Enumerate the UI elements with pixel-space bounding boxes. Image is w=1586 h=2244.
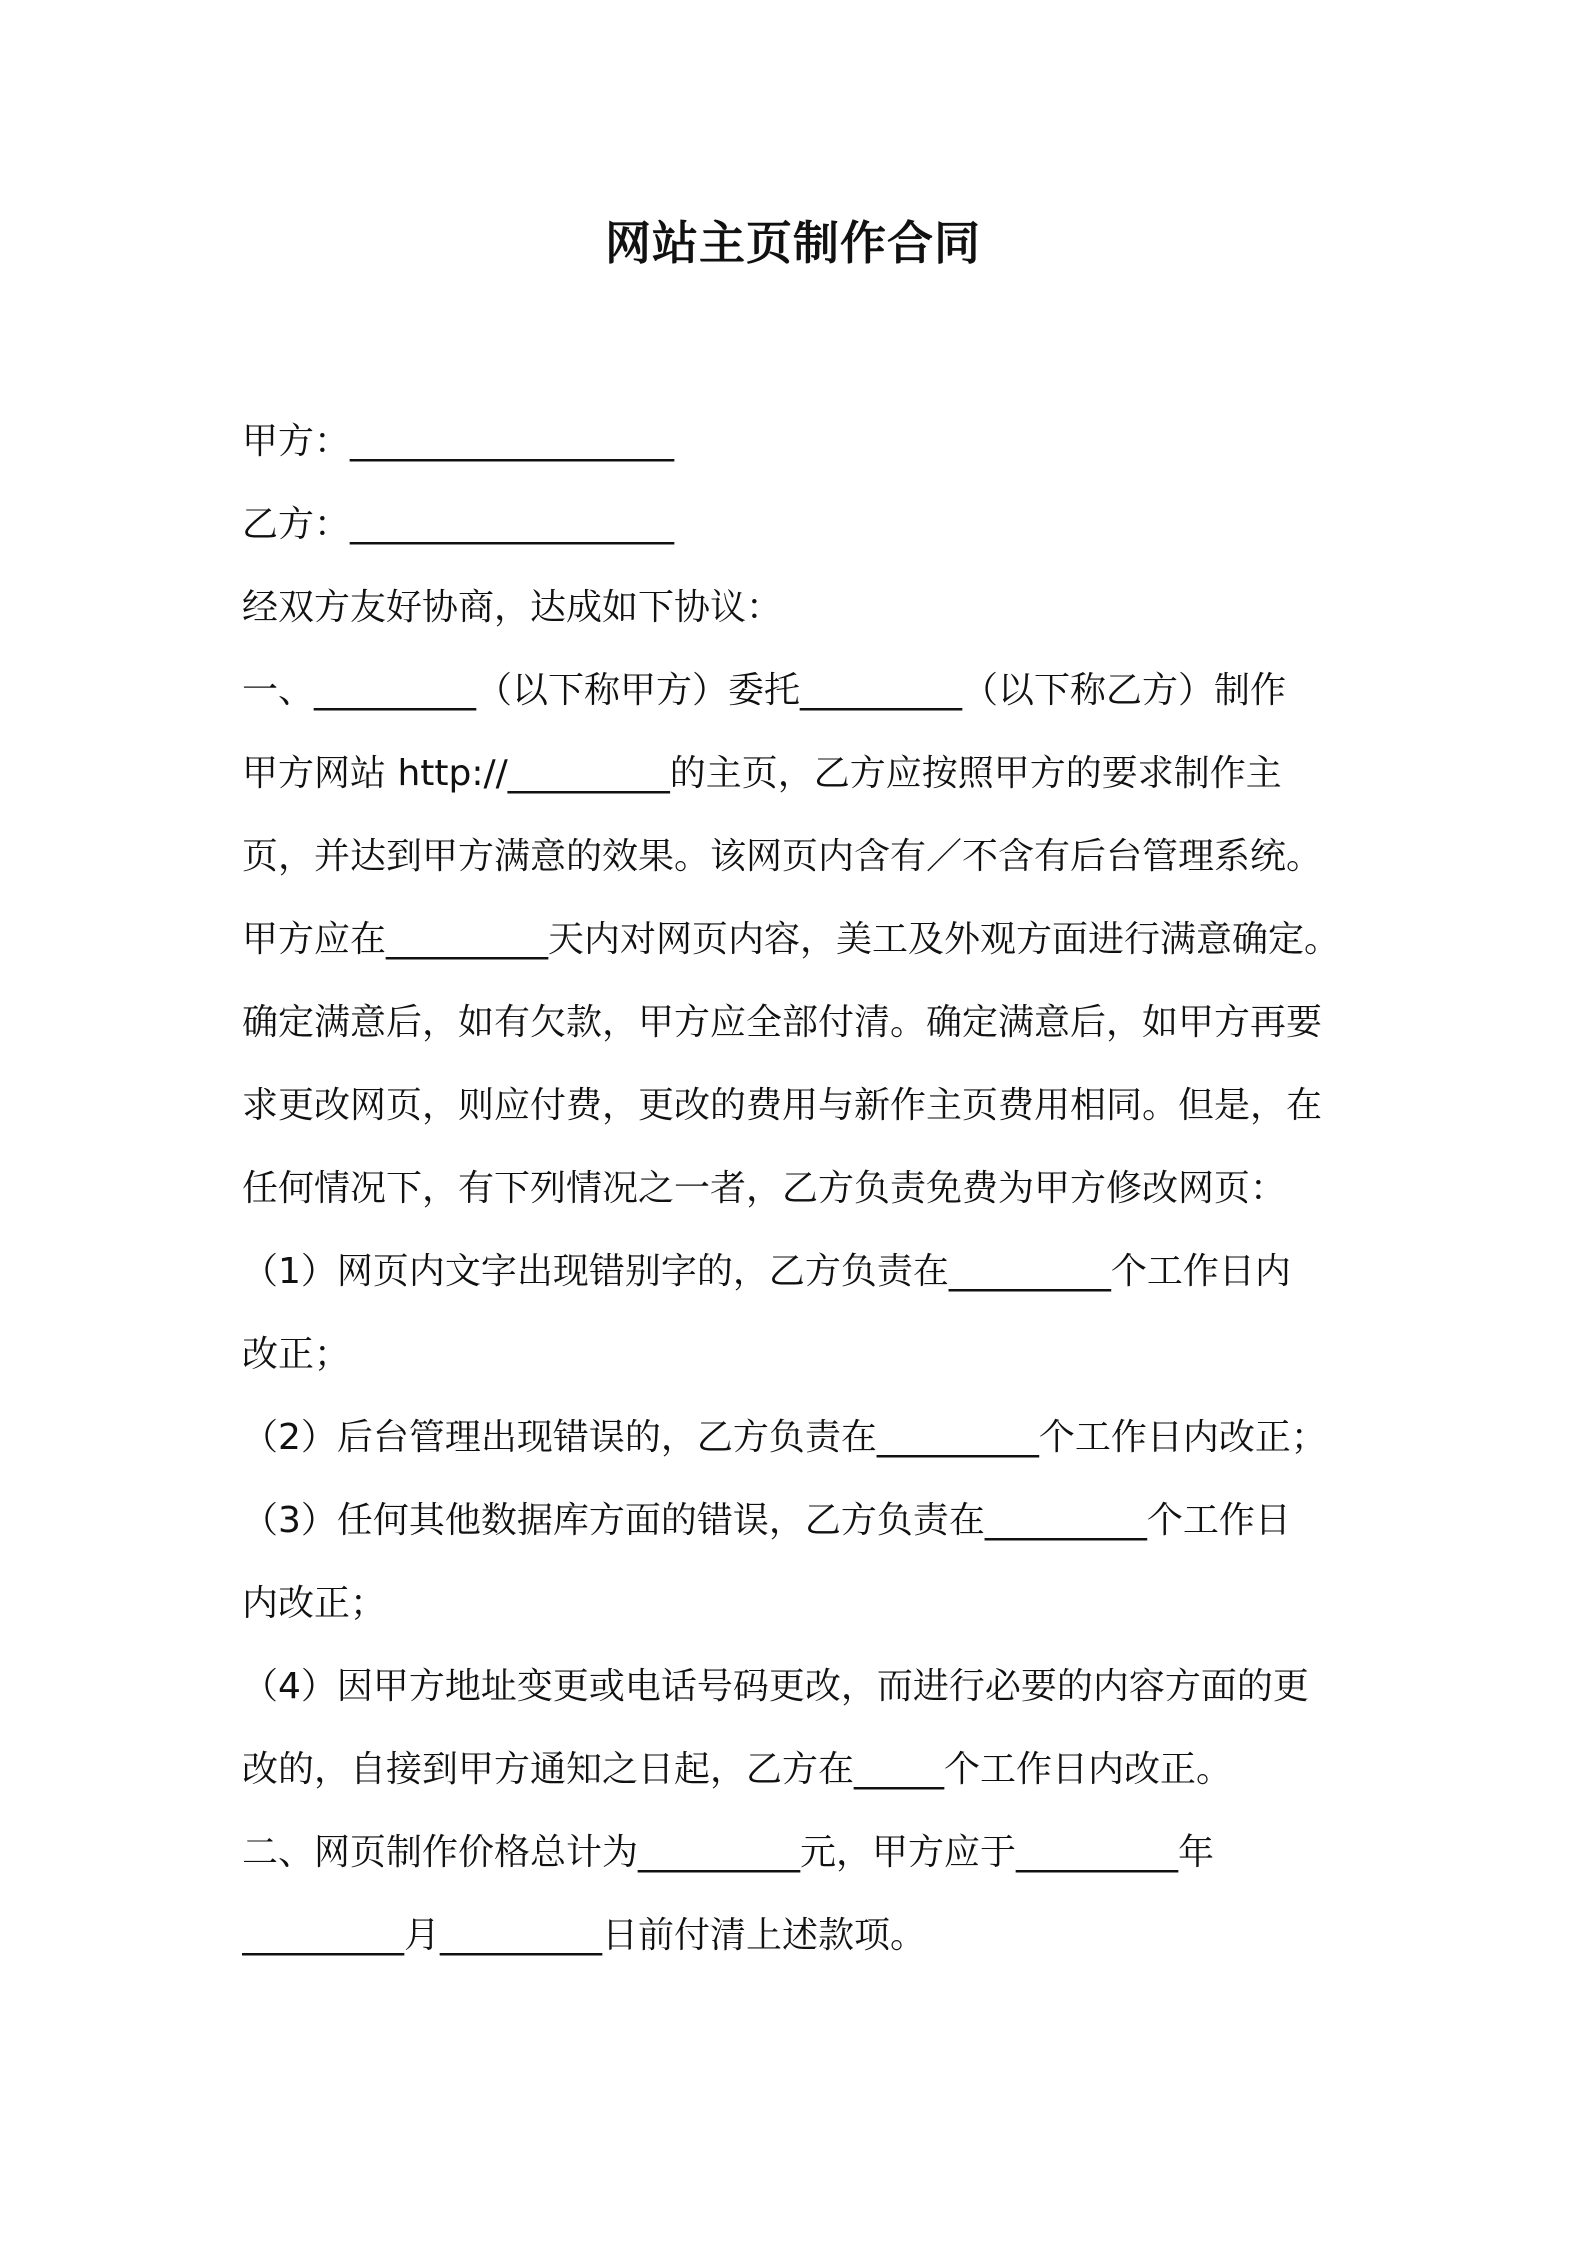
item-3-line-1: （3）任何其他数据库方面的错误，乙方负责在_________个工作日 (242, 1500, 1291, 1541)
party-a-line: 甲方：__________________ (242, 421, 675, 462)
item-3-line-2: 内改正； (242, 1583, 387, 1624)
item-1-line-2: 改正； (242, 1334, 351, 1375)
clause-1-line-5: 确定满意后，如有欠款，甲方应全部付清。确定满意后，如甲方再要 (242, 1002, 1323, 1043)
item-4-line-2: 改的，自接到甲方通知之日起，乙方在_____个工作日内改正。 (242, 1749, 1233, 1790)
item-2-line-1: （2）后台管理出现错误的，乙方负责在_________个工作日内改正； (242, 1417, 1327, 1458)
document-body (242, 400, 1372, 1977)
clause-1-line-2: 甲方网站 http://_________的主页，乙方应按照甲方的要求制作主 (242, 753, 1282, 794)
clause-1-line-6: 求更改网页，则应付费，更改的费用与新作主页费用相同。但是，在 (242, 1085, 1323, 1126)
preamble-line: 经双方友好协商，达成如下协议： (242, 587, 783, 628)
clause-1-line-3: 页，并达到甲方满意的效果。该网页内含有／不含有后台管理系统。 (242, 836, 1323, 877)
clause-1-line-4: 甲方应在_________天内对网页内容，美工及外观方面进行满意确定。 (242, 919, 1341, 960)
clause-1-line-1: 一、_________（以下称甲方）委托_________（以下称乙方）制作 (242, 670, 1287, 711)
clause-2-line-1: 二、网页制作价格总计为_________元，甲方应于_________年 (242, 1832, 1215, 1873)
item-1-line-1: （1）网页内文字出现错别字的，乙方负责在_________个工作日内 (242, 1251, 1291, 1292)
party-b-line: 乙方：__________________ (242, 504, 675, 545)
clause-2-line-2: _________月_________日前付清上述款项。 (242, 1915, 927, 1956)
document-title: 网站主页制作合同 (605, 216, 981, 270)
item-4-line-1: （4）因甲方地址变更或电话号码更改，而进行必要的内容方面的更 (242, 1666, 1309, 1707)
clause-1-line-7: 任何情况下，有下列情况之一者，乙方负责免费为甲方修改网页： (242, 1168, 1287, 1209)
